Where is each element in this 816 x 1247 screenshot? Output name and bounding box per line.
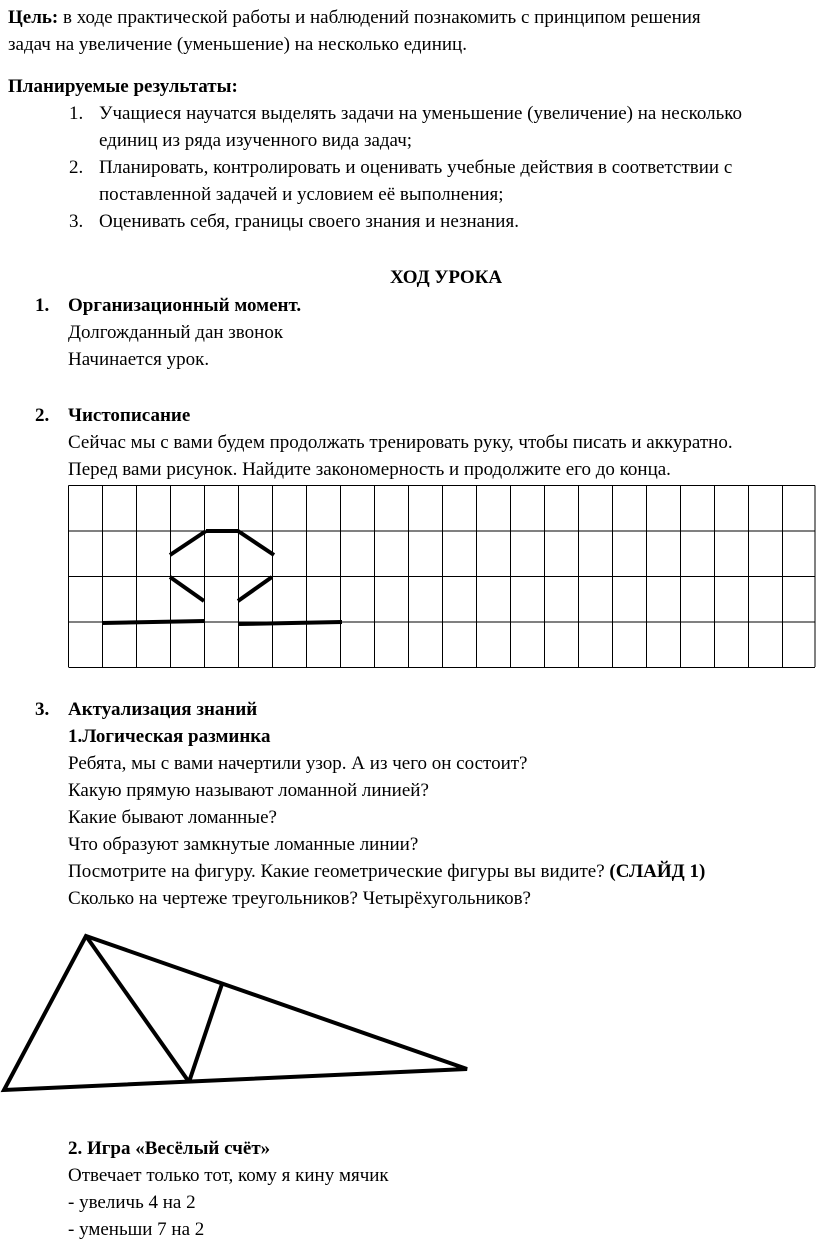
results-heading — [8, 73, 238, 101]
section-3-line-3: Какие бывают ломанные? — [68, 807, 277, 828]
game-line-3: - уменьши 7 на 2 — [68, 1219, 205, 1240]
inner-line-a — [86, 936, 189, 1082]
result-item-3-line-1: Оценивать себя, границы своего знания и незнания. — [99, 211, 519, 232]
section-2-title: Чистописание — [68, 405, 191, 426]
lesson-title: ХОД УРОКА — [390, 267, 503, 288]
section-3-line-4: Что образуют замкнутые ломанные линии? — [68, 834, 419, 855]
game-line-1: Отвечает только тот, кому я кину мячик — [68, 1165, 389, 1186]
slide-reference: (СЛАЙД 1) — [609, 861, 706, 882]
result-item-2-line-2: поставленной задачей и условием её выполнения; — [99, 184, 504, 205]
section-2-line-2: Перед вами рисунок. Найдите закономерность и продолжите его до конца. — [68, 459, 671, 480]
goal-line-1 — [8, 4, 701, 32]
section-3-num: 3. — [35, 699, 50, 720]
section-3-title: Актуализация знаний — [68, 699, 258, 720]
game-title: 2. Игра «Весёлый счёт» — [68, 1138, 271, 1159]
pattern-baseline-right — [239, 622, 342, 624]
results-heading-text: Планируемые результаты: — [8, 76, 238, 97]
result-item-2-num: 2. — [69, 157, 84, 178]
result-item-3-num: 3. — [69, 211, 84, 232]
section-1-title: Организационный момент. — [68, 295, 302, 316]
pattern-stroke-upper-right — [238, 531, 274, 555]
result-item-1-line-1: Учащиеся научатся выделять задачи на уменьшение (увеличение) на несколько — [99, 103, 743, 124]
section-3-line-2: Какую прямую называют ломанной линией? — [68, 780, 429, 801]
goal-label: Цель: — [8, 7, 59, 28]
slide-question: Посмотрите на фигуру. Какие геометрические фигуры вы видите? — [68, 861, 605, 882]
section-3-subtitle: 1.Логическая разминка — [68, 726, 271, 747]
goal-line-2: задач на увеличение (уменьшение) на несколько единиц. — [8, 34, 467, 55]
section-2-line-1: Сейчас мы с вами будем продолжать тренировать руку, чтобы писать и аккуратно. — [68, 432, 733, 453]
handwriting-grid — [68, 485, 816, 668]
inner-line-b — [189, 984, 222, 1082]
outer-triangle — [4, 936, 467, 1090]
section-3-line-1: Ребята, мы с вами начертили узор. А из чего он состоит? — [68, 753, 528, 774]
section-2-num: 2. — [35, 405, 50, 426]
pattern-stroke-lower-right — [238, 577, 272, 601]
section-1-line-2: Начинается урок. — [68, 349, 210, 370]
section-3-last-line: Сколько на чертеже треугольников? Четырёхугольников? — [68, 888, 531, 909]
result-item-1-line-2: единиц из ряда изученного вида задач; — [99, 130, 413, 151]
section-1-line-1: Долгожданный дан звонок — [68, 322, 284, 343]
result-item-1-num: 1. — [69, 103, 84, 124]
pattern-stroke-upper-left — [170, 531, 206, 555]
goal-text-1: в ходе практической работы и наблюдений познакомить с принципом решения — [63, 7, 701, 28]
result-item-2-line-1: Планировать, контролировать и оценивать учебные действия в соответствии с — [99, 157, 733, 178]
pattern-stroke-lower-left — [170, 577, 204, 601]
grid-lines — [69, 486, 816, 668]
pattern-baseline-left — [102, 621, 205, 623]
geometry-figure — [0, 920, 480, 1095]
section-1-num: 1. — [35, 295, 50, 316]
game-line-2: - увеличь 4 на 2 — [68, 1192, 196, 1213]
section-3-slide-line — [68, 858, 705, 886]
